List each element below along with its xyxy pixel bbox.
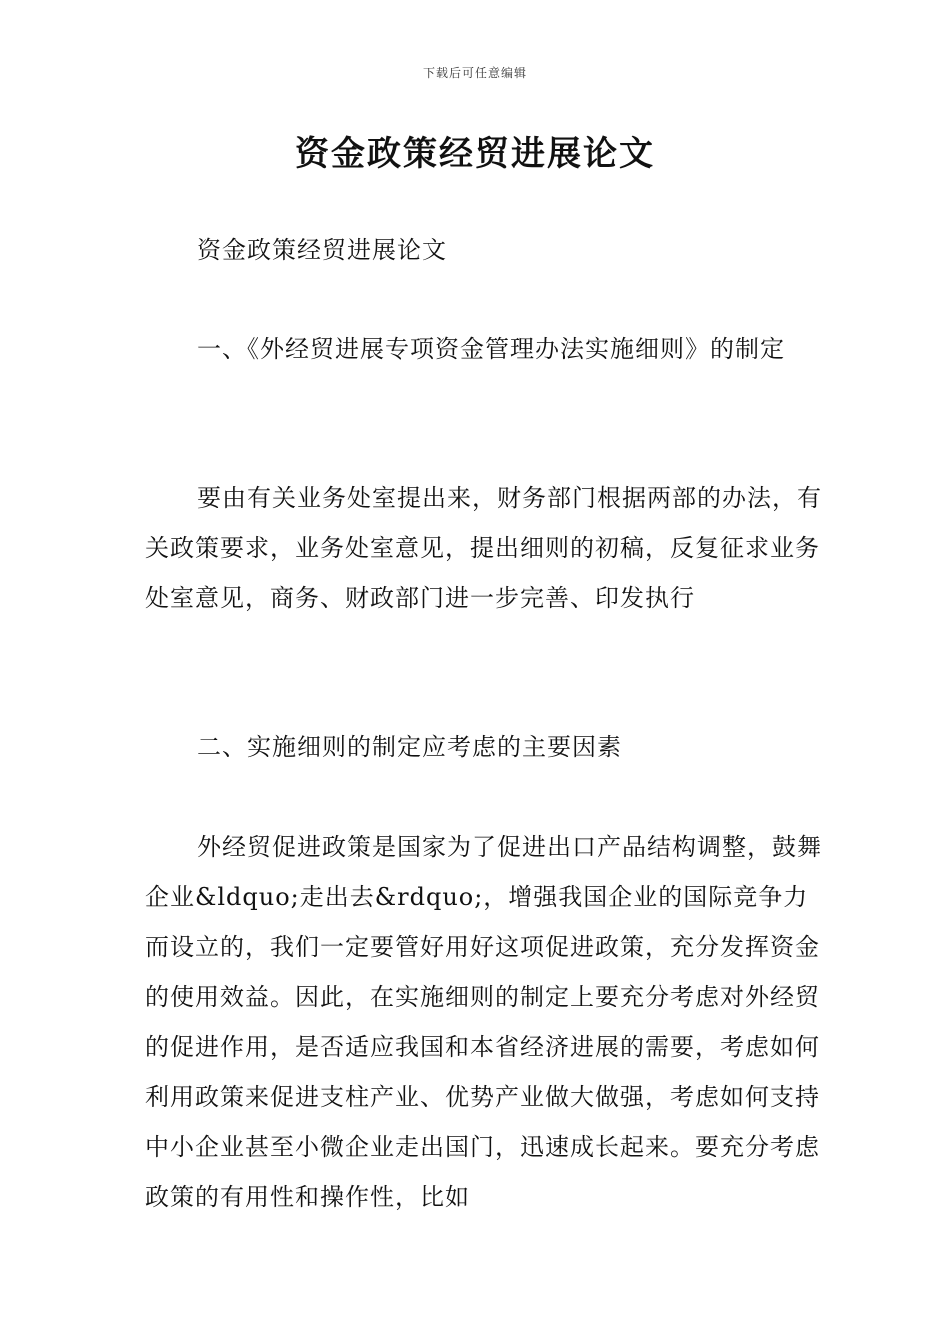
- header-note: 下载后可任意编辑: [422, 66, 527, 80]
- section1-heading: 一、《外经贸进展专项资金管理办法实施细则》的制定: [197, 335, 785, 363]
- section2-heading: 二、实施细则的制定应考虑的主要因素: [197, 733, 622, 761]
- section1-body: 要由有关业务处室提出来，财务部门根据两部的办法，有关政策要求，业务处室意见，提出细则的初稿，反复征求业务处室意见，商务、财政部门进一步完善、印发执行: [145, 484, 822, 612]
- page-title: 资金政策经贸进展论文: [295, 134, 655, 174]
- subtitle-paragraph: 资金政策经贸进展论文: [197, 236, 447, 264]
- section2-body: 外经贸促进政策是国家为了促进出口产品结构调整，鼓舞企业&ldquo;走出去&rdquo;，增强我国企业的国际竞争力而设立的，我们一定要管好用好这项促进政策，充分发挥资金的使用效益。因此，在实施细则的制定上要充分考虑对外经贸的促进作用，是否适应我国和本省经济进展的需要，考虑如何利用政策来促进支柱产业、优势产业做大做强，考虑如何支持中小企业甚至小微企业走出国门，迅速成长起来。要充分考虑政策的有用性和操作性，比如: [145, 833, 822, 1211]
